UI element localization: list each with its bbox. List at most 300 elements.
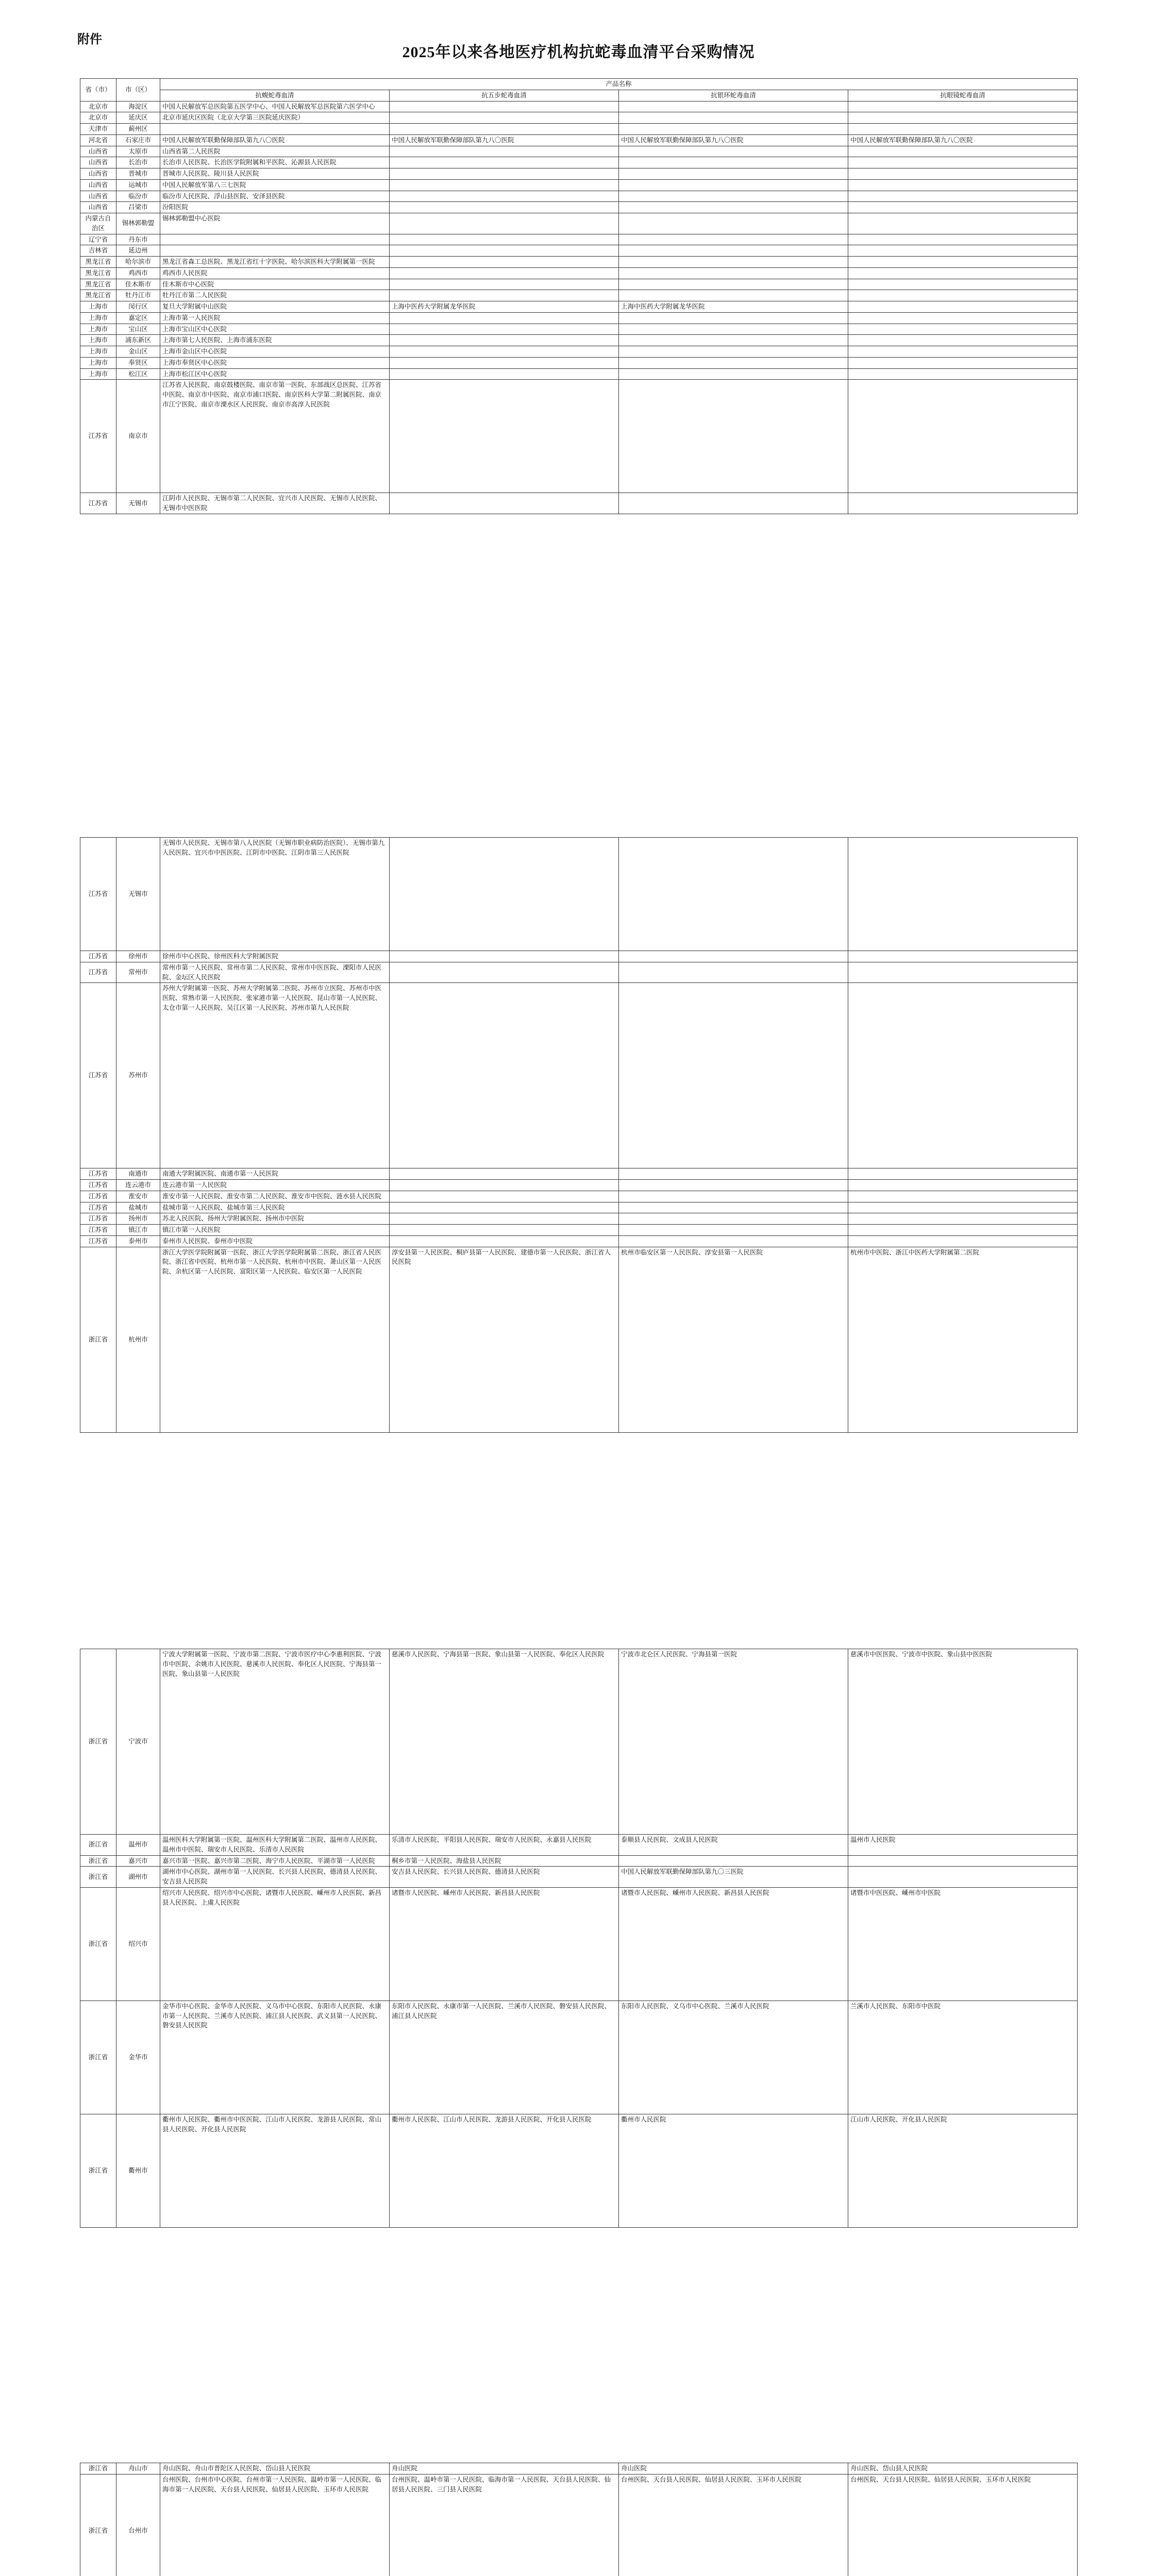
table-row: [80, 146, 1078, 157]
province-cell: 江苏省: [80, 1213, 116, 1225]
table-row: [80, 357, 1078, 368]
antivenom-deinagkistrodon-cell: 桐乡市第一人民医院、海盐县人民医院: [390, 1855, 619, 1867]
table-row: [80, 1225, 1078, 1236]
city-cell: 金山区: [116, 346, 160, 358]
antivenom-bungarus-cell: [619, 146, 848, 157]
antivenom-bungarus-cell: [619, 234, 848, 245]
antivenom-bungarus-cell: [619, 838, 848, 951]
city-cell: 杭州市: [116, 1247, 160, 1432]
province-cell: 江苏省: [80, 962, 116, 983]
antivenom-bungarus-cell: [619, 1191, 848, 1202]
antivenom-agkistrodon-cell: 苏州大学附属第一医院、苏州大学附属第二医院、苏州市立医院、苏州市中医医院、常熟市第一人民医院、张家港市第一人民医院、昆山市第一人民医院、太仓市第一人民医院、吴江区第一人民医院、苏州市第九人民医院: [160, 983, 390, 1168]
province-cell: 山西省: [80, 157, 116, 168]
city-cell: 苏州市: [116, 983, 160, 1168]
antivenom-bungarus-cell: [619, 202, 848, 213]
antivenom-deinagkistrodon-cell: [390, 157, 619, 168]
antivenom-deinagkistrodon-cell: [390, 368, 619, 380]
antivenom-agkistrodon-cell: 山西省第二人民医院: [160, 146, 390, 157]
antivenom-agkistrodon-cell: 锡林郭勒盟中心医院: [160, 213, 390, 234]
antivenom-naja-cell: [848, 335, 1078, 346]
antivenom-agkistrodon-cell: 嘉兴市第一医院、嘉兴市第二医院、海宁市人民医院、平湖市第一人民医院: [160, 1855, 390, 1867]
city-cell: 宁波市: [116, 1649, 160, 1835]
antivenom-agkistrodon-cell: 佳木斯市中心医院: [160, 279, 390, 290]
antivenom-agkistrodon-cell: 舟山医院、舟山市普陀区人民医院、岱山县人民医院: [160, 2463, 390, 2475]
antivenom-naja-cell: 舟山医院、岱山县人民医院: [848, 2463, 1078, 2475]
province-cell: 江苏省: [80, 1168, 116, 1180]
antivenom-bungarus-cell: [619, 101, 848, 112]
city-cell: 临汾市: [116, 191, 160, 202]
antivenom-deinagkistrodon-cell: 舟山医院: [390, 2463, 619, 2475]
table-row: [80, 134, 1078, 146]
table-row: [80, 112, 1078, 124]
province-cell: 江苏省: [80, 951, 116, 962]
city-cell: 宝山区: [116, 324, 160, 335]
antivenom-agkistrodon-cell: 常州市第一人民医院、常州市第二人民医院、常州市中医医院、溧阳市人民医院、金坛区人民医院: [160, 962, 390, 983]
table-row: [80, 101, 1078, 112]
city-cell: 锡林郭勒盟: [116, 213, 160, 234]
antivenom-deinagkistrodon-cell: [390, 146, 619, 157]
table-row: [80, 2474, 1078, 2576]
antivenom-agkistrodon-cell: 绍兴市人民医院、绍兴市中心医院、诸暨市人民医院、嵊州市人民医院、新昌县人民医院、上虞人民医院: [160, 1887, 390, 2001]
province-cell: 内蒙古自治区: [80, 213, 116, 234]
antivenom-deinagkistrodon-cell: [390, 234, 619, 245]
antivenom-bungarus-cell: [619, 380, 848, 493]
antivenom-deinagkistrodon-cell: [390, 191, 619, 202]
table-row: [80, 2001, 1078, 2114]
province-cell: 上海市: [80, 346, 116, 358]
city-cell: 延边州: [116, 245, 160, 257]
antivenom-agkistrodon-cell: 盐城市第一人民医院、盐城市第三人民医院: [160, 1202, 390, 1213]
table-row: [80, 380, 1078, 493]
antivenom-bungarus-cell: [619, 112, 848, 124]
city-cell: 无锡市: [116, 838, 160, 951]
province-cell: 江苏省: [80, 1225, 116, 1236]
province-cell: 浙江省: [80, 1649, 116, 1835]
province-cell: 上海市: [80, 324, 116, 335]
antivenom-agkistrodon-cell: 台州医院、台州市中心医院、台州市第一人民医院、温岭市第一人民医院、临海市第一人民医院、天台县人民医院、仙居县人民医院、玉环市人民医院: [160, 2474, 390, 2576]
antivenom-naja-cell: [848, 179, 1078, 191]
province-cell: 黑龙江省: [80, 290, 116, 301]
antivenom-naja-cell: [848, 324, 1078, 335]
province-cell: 浙江省: [80, 2463, 116, 2475]
table-row: [80, 493, 1078, 514]
header-product: 抗蝮蛇毒血清: [160, 90, 390, 101]
city-cell: 浦东新区: [116, 335, 160, 346]
province-cell: 上海市: [80, 301, 116, 313]
antivenom-agkistrodon-cell: [160, 124, 390, 135]
antivenom-naja-cell: 兰溪市人民医院、东阳市中医院: [848, 2001, 1078, 2114]
city-cell: 盐城市: [116, 1202, 160, 1213]
antivenom-naja-cell: [848, 1213, 1078, 1225]
antivenom-bungarus-cell: [619, 962, 848, 983]
antivenom-bungarus-cell: 上海中医药大学附属龙华医院: [619, 301, 848, 313]
province-cell: 浙江省: [80, 1835, 116, 1856]
antivenom-deinagkistrodon-cell: [390, 1225, 619, 1236]
province-cell: 江苏省: [80, 1235, 116, 1247]
antivenom-naja-cell: [848, 202, 1078, 213]
antivenom-bungarus-cell: 诸暨市人民医院、嵊州市人民医院、新昌县人民医院: [619, 1887, 848, 2001]
province-cell: 北京市: [80, 101, 116, 112]
antivenom-naja-cell: 慈溪市中医医院、宁波市中医院、象山县中医医院: [848, 1649, 1078, 1835]
antivenom-naja-cell: [848, 493, 1078, 514]
antivenom-deinagkistrodon-cell: 安吉县人民医院、长兴县人民医院、德清县人民医院: [390, 1867, 619, 1888]
antivenom-deinagkistrodon-cell: [390, 213, 619, 234]
table-row: [80, 1235, 1078, 1247]
antivenom-naja-cell: [848, 951, 1078, 962]
antivenom-agkistrodon-cell: 牡丹江市第二人民医院: [160, 290, 390, 301]
antivenom-deinagkistrodon-cell: [390, 346, 619, 358]
province-cell: 江苏省: [80, 380, 116, 493]
antivenom-agkistrodon-cell: 上海市金山区中心医院: [160, 346, 390, 358]
antivenom-naja-cell: [848, 301, 1078, 313]
table-row: [80, 1835, 1078, 1856]
antivenom-bungarus-cell: 东阳市人民医院、义乌市中心医院、兰溪市人民医院: [619, 2001, 848, 2114]
city-cell: 鸡西市: [116, 267, 160, 279]
table-body-page-2: [80, 838, 1078, 1433]
table-row: [80, 368, 1078, 380]
table-row: [80, 1213, 1078, 1225]
province-cell: 江苏省: [80, 838, 116, 951]
province-cell: 江苏省: [80, 1191, 116, 1202]
antivenom-naja-cell: [848, 234, 1078, 245]
city-cell: 嘉兴市: [116, 1855, 160, 1867]
city-cell: 太原市: [116, 146, 160, 157]
antivenom-deinagkistrodon-cell: 诸暨市人民医院、嵊州市人民医院、新昌县人民医院: [390, 1887, 619, 2001]
antivenom-naja-cell: [848, 1191, 1078, 1202]
city-cell: 金华市: [116, 2001, 160, 2114]
city-cell: 湖州市: [116, 1867, 160, 1888]
table-row: [80, 202, 1078, 213]
antivenom-agkistrodon-cell: 北京市延庆区医院（北京大学第三医院延庆医院）: [160, 112, 390, 124]
antivenom-naja-cell: [848, 838, 1078, 951]
city-cell: 泰州市: [116, 1235, 160, 1247]
table-row: [80, 157, 1078, 168]
city-cell: 哈尔滨市: [116, 257, 160, 268]
antivenom-deinagkistrodon-cell: [390, 1180, 619, 1191]
antivenom-naja-cell: [848, 312, 1078, 324]
antivenom-naja-cell: [848, 1168, 1078, 1180]
antivenom-deinagkistrodon-cell: [390, 1191, 619, 1202]
table-row: [80, 1649, 1078, 1835]
antivenom-naja-cell: [848, 380, 1078, 493]
city-cell: 奉贤区: [116, 357, 160, 368]
province-cell: 山西省: [80, 202, 116, 213]
province-cell: 浙江省: [80, 1867, 116, 1888]
table-row: [80, 1191, 1078, 1202]
antivenom-naja-cell: [848, 245, 1078, 257]
city-cell: 蓟州区: [116, 124, 160, 135]
antivenom-agkistrodon-cell: 镇江市第一人民医院: [160, 1225, 390, 1236]
antivenom-deinagkistrodon-cell: [390, 357, 619, 368]
city-cell: 台州市: [116, 2474, 160, 2576]
antivenom-deinagkistrodon-cell: 衢州市人民医院、江山市人民医院、龙游县人民医院、开化县人民医院: [390, 2114, 619, 2227]
province-cell: 北京市: [80, 112, 116, 124]
antivenom-bungarus-cell: 中国人民解放军联勤保障部队第九八〇医院: [619, 134, 848, 146]
antivenom-agkistrodon-cell: 泰州市人民医院、泰州市中医院: [160, 1235, 390, 1247]
table-row: [80, 1168, 1078, 1180]
antivenom-naja-cell: [848, 1180, 1078, 1191]
antivenom-agkistrodon-cell: 金华市中心医院、金华市人民医院、义乌市中心医院、东阳市人民医院、永康市第一人民医院、兰溪市人民医院、浦江县人民医院、武义县第一人民医院、磐安县人民医院: [160, 2001, 390, 2114]
antivenom-bungarus-cell: 舟山医院: [619, 2463, 848, 2475]
antivenom-bungarus-cell: [619, 179, 848, 191]
city-cell: 南通市: [116, 1168, 160, 1180]
antivenom-bungarus-cell: 衢州市人民医院: [619, 2114, 848, 2227]
city-cell: 闵行区: [116, 301, 160, 313]
province-cell: 浙江省: [80, 1887, 116, 2001]
antivenom-naja-cell: [848, 257, 1078, 268]
city-cell: 丹东市: [116, 234, 160, 245]
header-province: 省（市）: [80, 79, 116, 101]
antivenom-bungarus-cell: [619, 324, 848, 335]
city-cell: 南京市: [116, 380, 160, 493]
city-cell: 舟山市: [116, 2463, 160, 2475]
antivenom-bungarus-cell: 台州医院、天台县人民医院、仙居县人民医院、玉环市人民医院: [619, 2474, 848, 2576]
antivenom-deinagkistrodon-cell: [390, 335, 619, 346]
antivenom-deinagkistrodon-cell: 乐清市人民医院、平阳县人民医院、瑞安市人民医院、永嘉县人民医院: [390, 1835, 619, 1856]
antivenom-bungarus-cell: [619, 368, 848, 380]
antivenom-agkistrodon-cell: 宁波大学附属第一医院、宁波市第二医院、宁波市医疗中心李惠利医院、宁波市中医院、余姚市人民医院、慈溪市人民医院、奉化区人民医院、宁海县第一医院、象山县第一人民医院: [160, 1649, 390, 1835]
table-row: [80, 346, 1078, 358]
antivenom-naja-cell: [848, 101, 1078, 112]
table-body-page-3: [80, 1649, 1078, 2228]
procurement-table-continued: [80, 1649, 1078, 2228]
antivenom-agkistrodon-cell: 衢州市人民医院、衢州市中医医院、江山市人民医院、龙游县人民医院、常山县人民医院、开化县人民医院: [160, 2114, 390, 2227]
city-cell: 延庆区: [116, 112, 160, 124]
antivenom-agkistrodon-cell: 江阴市人民医院、无锡市第二人民医院、宜兴市人民医院、无锡市人民医院、无锡市中医医院: [160, 493, 390, 514]
province-cell: 浙江省: [80, 1247, 116, 1432]
city-cell: 绍兴市: [116, 1887, 160, 2001]
antivenom-bungarus-cell: [619, 1180, 848, 1191]
antivenom-bungarus-cell: [619, 124, 848, 135]
procurement-table-continued: [80, 2463, 1078, 2576]
antivenom-bungarus-cell: [619, 1225, 848, 1236]
city-cell: 牡丹江市: [116, 290, 160, 301]
antivenom-agkistrodon-cell: 复旦大学附属中山医院: [160, 301, 390, 313]
table-body-page-1: [80, 101, 1078, 514]
antivenom-agkistrodon-cell: 晋城市人民医院、陵川县人民医院: [160, 168, 390, 180]
antivenom-agkistrodon-cell: 鸡西市人民医院: [160, 267, 390, 279]
antivenom-naja-cell: 诸暨市中医医院、嵊州市中医院: [848, 1887, 1078, 2001]
antivenom-deinagkistrodon-cell: [390, 962, 619, 983]
procurement-table: [80, 78, 1078, 514]
table-row: [80, 1202, 1078, 1213]
antivenom-bungarus-cell: 宁波市北仑区人民医院、宁海县第一医院: [619, 1649, 848, 1835]
province-cell: 上海市: [80, 357, 116, 368]
antivenom-naja-cell: [848, 357, 1078, 368]
antivenom-bungarus-cell: [619, 1235, 848, 1247]
antivenom-bungarus-cell: [619, 245, 848, 257]
antivenom-naja-cell: 江山市人民医院、开化县人民医院: [848, 2114, 1078, 2227]
antivenom-bungarus-cell: 泰顺县人民医院、文成县人民医院: [619, 1835, 848, 1856]
antivenom-bungarus-cell: [619, 191, 848, 202]
antivenom-bungarus-cell: [619, 168, 848, 180]
table-row: [80, 1247, 1078, 1432]
antivenom-naja-cell: 杭州市中医院、浙江中医药大学附属第二医院: [848, 1247, 1078, 1432]
province-cell: 山西省: [80, 168, 116, 180]
antivenom-bungarus-cell: [619, 951, 848, 962]
antivenom-naja-cell: [848, 983, 1078, 1168]
antivenom-naja-cell: 中国人民解放军联勤保障部队第九八〇医院: [848, 134, 1078, 146]
table-row: [80, 312, 1078, 324]
table-row: [80, 234, 1078, 245]
table-row: [80, 2114, 1078, 2227]
antivenom-naja-cell: [848, 112, 1078, 124]
city-cell: 徐州市: [116, 951, 160, 962]
antivenom-agkistrodon-cell: 淮安市第一人民医院、淮安市第二人民医院、淮安市中医院、涟水县人民医院: [160, 1191, 390, 1202]
attachment-label: 附件: [77, 32, 102, 46]
antivenom-naja-cell: [848, 146, 1078, 157]
antivenom-deinagkistrodon-cell: [390, 951, 619, 962]
province-cell: 天津市: [80, 124, 116, 135]
antivenom-naja-cell: [848, 1225, 1078, 1236]
antivenom-naja-cell: [848, 191, 1078, 202]
antivenom-deinagkistrodon-cell: [390, 312, 619, 324]
antivenom-naja-cell: [848, 267, 1078, 279]
antivenom-deinagkistrodon-cell: [390, 983, 619, 1168]
antivenom-naja-cell: [848, 124, 1078, 135]
antivenom-naja-cell: [848, 368, 1078, 380]
antivenom-bungarus-cell: [619, 493, 848, 514]
antivenom-bungarus-cell: [619, 1168, 848, 1180]
antivenom-deinagkistrodon-cell: [390, 838, 619, 951]
antivenom-bungarus-cell: 中国人民解放军联勤保障部队第九〇三医院: [619, 1867, 848, 1888]
city-cell: 晋城市: [116, 168, 160, 180]
antivenom-agkistrodon-cell: 临汾市人民医院、浮山县医院、安泽县医院: [160, 191, 390, 202]
table-row: [80, 179, 1078, 191]
antivenom-bungarus-cell: [619, 1202, 848, 1213]
antivenom-deinagkistrodon-cell: 东阳市人民医院、永康市第一人民医院、兰溪市人民医院、磐安县人民医院、浦江县人民医院: [390, 2001, 619, 2114]
table-row: [80, 290, 1078, 301]
city-cell: 镇江市: [116, 1225, 160, 1236]
province-cell: 浙江省: [80, 2114, 116, 2227]
antivenom-agkistrodon-cell: 南通大学附属医院、南通市第一人民医院: [160, 1168, 390, 1180]
antivenom-bungarus-cell: [619, 267, 848, 279]
province-cell: 浙江省: [80, 2474, 116, 2576]
table-row: [80, 335, 1078, 346]
city-cell: 温州市: [116, 1835, 160, 1856]
antivenom-deinagkistrodon-cell: [390, 290, 619, 301]
antivenom-naja-cell: [848, 168, 1078, 180]
antivenom-agkistrodon-cell: 中国人民解放军联勤保障部队第九八〇医院: [160, 134, 390, 146]
table-row: [80, 962, 1078, 983]
antivenom-deinagkistrodon-cell: 慈溪市人民医院、宁海县第一医院、象山县第一人民医院、奉化区人民医院: [390, 1649, 619, 1835]
antivenom-agkistrodon-cell: 上海市宝山区中心医院: [160, 324, 390, 335]
antivenom-agkistrodon-cell: [160, 245, 390, 257]
province-cell: 山西省: [80, 146, 116, 157]
antivenom-naja-cell: [848, 279, 1078, 290]
antivenom-deinagkistrodon-cell: 淳安县第一人民医院、桐庐县第一人民医院、建德市第一人民医院、浙江省人民医院: [390, 1247, 619, 1432]
antivenom-deinagkistrodon-cell: [390, 124, 619, 135]
antivenom-agkistrodon-cell: 长治市人民医院、长治医学院附属和平医院、沁源县人民医院: [160, 157, 390, 168]
antivenom-agkistrodon-cell: 湖州市中心医院、湖州市第一人民医院、长兴县人民医院、德清县人民医院、安吉县人民医院: [160, 1867, 390, 1888]
antivenom-agkistrodon-cell: [160, 234, 390, 245]
antivenom-bungarus-cell: [619, 1855, 848, 1867]
antivenom-deinagkistrodon-cell: 上海中医药大学附属龙华医院: [390, 301, 619, 313]
table-row: [80, 2463, 1078, 2475]
antivenom-naja-cell: 台州医院、天台县人民医院、仙居县人民医院、玉环市人民医院: [848, 2474, 1078, 2576]
table-row: [80, 301, 1078, 313]
antivenom-bungarus-cell: [619, 213, 848, 234]
antivenom-agkistrodon-cell: 连云港市第一人民医院: [160, 1180, 390, 1191]
antivenom-deinagkistrodon-cell: [390, 267, 619, 279]
antivenom-naja-cell: [848, 1855, 1078, 1867]
province-cell: 江苏省: [80, 493, 116, 514]
table-row: [80, 168, 1078, 180]
city-cell: 嘉定区: [116, 312, 160, 324]
city-cell: 无锡市: [116, 493, 160, 514]
antivenom-deinagkistrodon-cell: [390, 1202, 619, 1213]
antivenom-naja-cell: [848, 1867, 1078, 1888]
antivenom-deinagkistrodon-cell: [390, 1168, 619, 1180]
city-cell: 佳木斯市: [116, 279, 160, 290]
province-cell: 江苏省: [80, 1202, 116, 1213]
antivenom-naja-cell: [848, 290, 1078, 301]
city-cell: 常州市: [116, 962, 160, 983]
table-row: [80, 838, 1078, 951]
city-cell: 扬州市: [116, 1213, 160, 1225]
antivenom-agkistrodon-cell: 上海市第七人民医院、上海市浦东医院: [160, 335, 390, 346]
antivenom-deinagkistrodon-cell: 中国人民解放军联勤保障部队第九八〇医院: [390, 134, 619, 146]
page-title: 2025年以来各地医疗机构抗蛇毒血清平台采购情况: [402, 44, 755, 61]
province-cell: 浙江省: [80, 2001, 116, 2114]
antivenom-deinagkistrodon-cell: 台州医院、温岭市第一人民医院、临海市第一人民医院、天台县人民医院、仙居县人民医院、三门县人民医院: [390, 2474, 619, 2576]
table-row: [80, 124, 1078, 135]
antivenom-bungarus-cell: [619, 1213, 848, 1225]
city-cell: 运城市: [116, 179, 160, 191]
city-cell: 吕梁市: [116, 202, 160, 213]
antivenom-agkistrodon-cell: 江苏省人民医院、南京鼓楼医院、南京市第一医院、东部战区总医院、江苏省中医院、南京市中医院、南京市浦口医院、南京医科大学第二附属医院、南京市江宁医院、南京市溧水区人民医院、南京市高淳人民医院: [160, 380, 390, 493]
table-row: [80, 191, 1078, 202]
antivenom-bungarus-cell: [619, 290, 848, 301]
antivenom-agkistrodon-cell: 上海市第一人民医院: [160, 312, 390, 324]
header-city: 市（区）: [116, 79, 160, 101]
antivenom-bungarus-cell: [619, 312, 848, 324]
antivenom-agkistrodon-cell: 浙江大学医学院附属第一医院、浙江大学医学院附属第二医院、浙江省人民医院、浙江省中医院、杭州市第一人民医院、杭州市中医院、萧山区第一人民医院、余杭区第一人民医院、富阳区第一人民医院、临安区第一人民医院: [160, 1247, 390, 1432]
antivenom-naja-cell: [848, 346, 1078, 358]
antivenom-deinagkistrodon-cell: [390, 101, 619, 112]
antivenom-agkistrodon-cell: 无锡市人民医院、无锡市第八人民医院（无锡市职业病防治医院）、无锡市第九人民医院、宜兴市中医医院、江阴市中医院、江阴市第三人民医院: [160, 838, 390, 951]
province-cell: 上海市: [80, 368, 116, 380]
antivenom-deinagkistrodon-cell: [390, 245, 619, 257]
antivenom-agkistrodon-cell: 温州医科大学附属第一医院、温州医科大学附属第二医院、温州市人民医院、温州市中医院、瑞安市人民医院、乐清市人民医院: [160, 1835, 390, 1856]
table-row: [80, 245, 1078, 257]
antivenom-deinagkistrodon-cell: [390, 257, 619, 268]
antivenom-deinagkistrodon-cell: [390, 279, 619, 290]
antivenom-deinagkistrodon-cell: [390, 168, 619, 180]
antivenom-agkistrodon-cell: 黑龙江省森工总医院、黑龙江省红十字医院、哈尔滨医科大学附属第一医院: [160, 257, 390, 268]
antivenom-naja-cell: 温州市人民医院: [848, 1835, 1078, 1856]
antivenom-deinagkistrodon-cell: [390, 1213, 619, 1225]
province-cell: 吉林省: [80, 245, 116, 257]
antivenom-naja-cell: [848, 157, 1078, 168]
antivenom-bungarus-cell: [619, 335, 848, 346]
antivenom-naja-cell: [848, 213, 1078, 234]
province-cell: 江苏省: [80, 983, 116, 1168]
table-body-page-4: [80, 2463, 1078, 2576]
province-cell: 黑龙江省: [80, 267, 116, 279]
city-cell: 松江区: [116, 368, 160, 380]
antivenom-bungarus-cell: [619, 983, 848, 1168]
province-cell: 山西省: [80, 191, 116, 202]
province-cell: 山西省: [80, 179, 116, 191]
province-cell: 辽宁省: [80, 234, 116, 245]
province-cell: 上海市: [80, 335, 116, 346]
province-cell: 河北省: [80, 134, 116, 146]
antivenom-deinagkistrodon-cell: [390, 380, 619, 493]
antivenom-bungarus-cell: [619, 257, 848, 268]
antivenom-deinagkistrodon-cell: [390, 202, 619, 213]
antivenom-agkistrodon-cell: 汾阳医院: [160, 202, 390, 213]
